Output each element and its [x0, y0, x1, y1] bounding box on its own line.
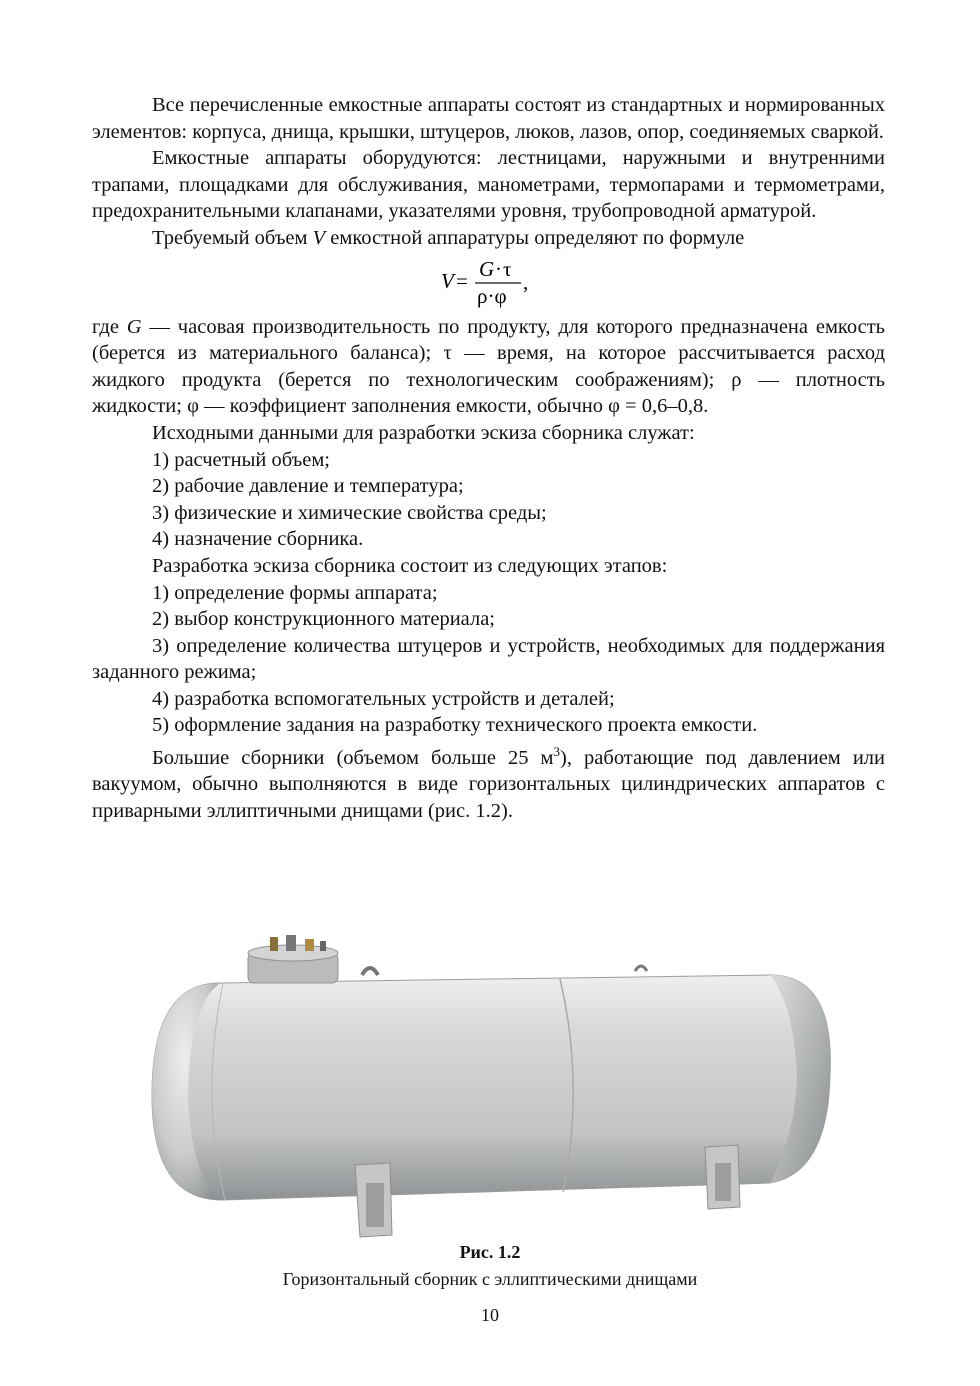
list-item: 5) оформление задания на разработку технического проекта емкости.: [152, 714, 758, 737]
page-number: 10: [481, 1305, 499, 1325]
paragraph-definitions: [92, 314, 885, 420]
paragraph-volume-intro: [92, 225, 885, 252]
formula-numerator-dot: ·: [495, 256, 502, 281]
support-web: [366, 1183, 384, 1227]
formula-numerator-tau: τ: [503, 256, 512, 281]
lifting-lug: [362, 968, 378, 975]
formula-denominator: ρ·φ: [477, 283, 507, 308]
support-web: [715, 1163, 731, 1201]
text-span: Большие сборники (объемом больше 25 м: [152, 746, 554, 769]
superscript: 3: [553, 744, 561, 760]
formula-equals: =: [456, 268, 468, 293]
valve: [305, 939, 314, 951]
valve: [320, 941, 326, 951]
list-item: 4) разработка вспомогательных устройств и деталей;: [152, 687, 615, 710]
text-span: Требуемый объем: [152, 226, 313, 249]
list-item: 1) расчетный объем;: [152, 448, 330, 471]
list-item: 1) определение формы аппарата;: [152, 581, 438, 604]
figure-caption: Горизонтальный сборник с эллиптическими днищами: [282, 1269, 698, 1289]
list-item: 2) выбор конструкционного материала;: [152, 608, 495, 631]
text-span: где: [92, 315, 127, 338]
paragraph-elements: Все перечисленные емкостные аппараты состоят из стандартных и нормированных элементов: корпуса, днища, крышки, штуцеров, люков, лазов, опор, соединяемых сваркой.: [92, 94, 885, 143]
text-span: емкостной аппаратуры определяют по формуле: [325, 226, 745, 249]
text-span: — часовая производительность по продукту, для которого предназначена емкость (берется из материального баланса); τ — время, на которое рассчитывается расход жидкого продукта (берется по технологическим соображениям); ρ — плотность жидкости; φ — коэффициент заполнения емкости, обычно φ = 0,6–0,8.: [92, 315, 885, 418]
paragraph-equipment: Емкостные аппараты оборудуются: лестницами, наружными и внутренними трапами, площадками для обслуживания, манометрами, термопарами и термометрами, предохранительными клапанами, указателями уровня, трубопроводной арматурой.: [92, 147, 885, 223]
text-span: ), работающие под давлением или вакуумом, обычно выполняются в виде горизонтальных цилиндрических аппаратов с приварными эллиптичными днищами (рис. 1.2).: [92, 746, 886, 823]
paragraph-stages: Разработка эскиза сборника состоит из следующих этапов:: [152, 554, 668, 577]
figure-label: Рис. 1.2: [459, 1242, 521, 1262]
list-item: 3) физические и химические свойства среды;: [152, 501, 547, 524]
formula-lhs: V: [441, 268, 454, 293]
volume-formula: [92, 256, 885, 308]
tank-figure: [130, 935, 850, 1240]
list-item: 2) рабочие давление и температура;: [152, 475, 464, 498]
valve: [286, 935, 296, 951]
variable-g: G: [126, 315, 142, 338]
valve: [270, 937, 278, 951]
list-item: 4) назначение сборника.: [152, 528, 364, 551]
formula-comma: ,: [523, 269, 529, 294]
list-item: 3) определение количества штуцеров и устройств, необходимых для поддержания заданного режима;: [92, 634, 885, 684]
paragraph-input-data: Исходными данными для разработки эскиза сборника служат:: [152, 421, 695, 444]
horizontal-tank-illustration: [130, 935, 850, 1240]
body-text: [92, 92, 885, 825]
paragraph-large-collectors: [92, 739, 885, 825]
variable-v: V: [312, 226, 326, 249]
lifting-lug: [635, 966, 647, 971]
formula-numerator-g: G: [479, 256, 495, 281]
